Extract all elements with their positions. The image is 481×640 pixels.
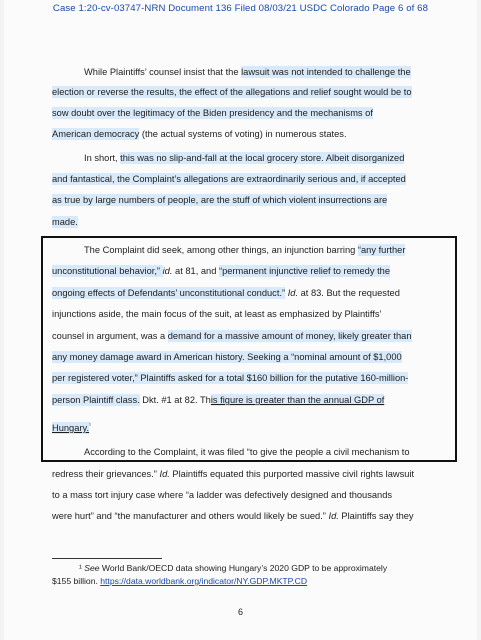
text-line [52,489,392,501]
text-segment: Dkt. #1 at 82. Th [139,395,211,405]
text-segment: ¹ [79,563,85,573]
text-line [84,152,404,164]
text-segment: as true by large numbers of people, are the stuff of which violent insurrections are [52,195,388,205]
text-segment: Id. [287,288,299,298]
text-segment: sow doubt over the legitimacy of the Biden presidency and the mechanisms of [52,108,373,118]
text-segment: at 83. But the requested [298,288,400,298]
footnote-rule [52,558,162,559]
text-segment: World Bank/OECD data showing Hungary’s 2020 GDP to be approximately [99,563,388,573]
text-segment: this was no slip-and-fall at the local grocery store. Albeit disorganized [120,153,405,163]
footnote-prefix: $155 billion. [52,576,101,586]
text-segment: redress their grievances.” [52,469,160,479]
text-segment: Id. [328,511,339,521]
text-line [52,194,387,206]
text-segment: injunctions aside, the main focus of the suit, at least as emphasized by Plaintiffs’ [52,309,382,319]
text-segment: Plaintiffs say they [338,511,414,521]
footnote-marker: ¹ [89,423,92,429]
footnote-line-1 [79,563,387,573]
text-line [52,468,414,480]
text-segment: at 81, and [172,266,219,276]
text-segment: to a mass tort injury case where “a ladder was defectively designed and thousands [52,490,393,500]
text-segment: The Complaint did seek, among other things, an injunction barring [84,245,358,255]
text-segment: According to the Complaint, it was filed “to give the people a civil mechanism to [84,447,410,457]
text-segment: per registered voter,” Plaintiffs asked for a total $160 billion for the putative 160-million- [52,373,409,383]
text-segment: Hungary. [52,423,90,434]
text-segment: While Plaintiffs’ counsel insist that the [84,67,242,77]
text-segment: In short, [84,153,121,163]
text-segment: Plaintiffs equated this purported massive civil rights lawsuit [169,469,415,479]
page-number: 6 [237,607,243,617]
text-segment: “permanent injunctive relief to remedy the [218,266,391,276]
highlight-box [41,236,457,462]
text-segment: any money damage award in American history. Seeking a “nominal amount of $1,000 [52,352,402,362]
text-segment: (the actual systems of voting) in numerous states. [139,129,347,139]
text-line [52,128,347,140]
text-segment: demand for a massive amount of money, likely greater than [167,331,412,341]
text-segment: made. [52,217,78,227]
text-segment: counsel in argument, was a [52,331,168,341]
text-line [52,216,78,228]
footnote-link[interactable]: https://data.worldbank.org/indicator/NY.GDP.MKTP.CD [100,576,308,586]
text-segment: and fantastical, the Complaint’s allegations are extraordinarily serious and, if accepted [52,174,406,184]
footnote-line-2 [52,576,307,586]
text-segment: person Plaintiff class. [52,395,140,405]
text-line [52,86,412,98]
text-line [52,173,406,185]
text-line [84,66,411,78]
text-line [52,107,373,119]
case-header: Case 1:20-cv-03747-NRN Document 136 Filed 08/03/21 USDC Colorado Page 6 of 68 [52,3,429,14]
text-segment: ongoing effects of Defendants’ unconstitutional conduct.” [52,288,286,298]
text-segment: unconstitutional behavior,” [52,266,163,276]
text-segment: Id. [159,469,170,479]
text-segment: election or reverse the results, the effect of the allegations and relief sought would be to [52,87,412,97]
text-segment: “any further [357,245,406,255]
text-segment: American democracy [52,129,140,139]
text-segment: were hurt” and “the manufacturer and others would likely be sued.” [52,511,329,521]
text-line [52,510,414,522]
text-segment: lawsuit was not intended to challenge the [241,67,411,77]
text-segment: id. [162,266,173,276]
text-segment: See [84,563,100,573]
text-segment: is figure is greater than the annual GDP of [210,395,385,405]
